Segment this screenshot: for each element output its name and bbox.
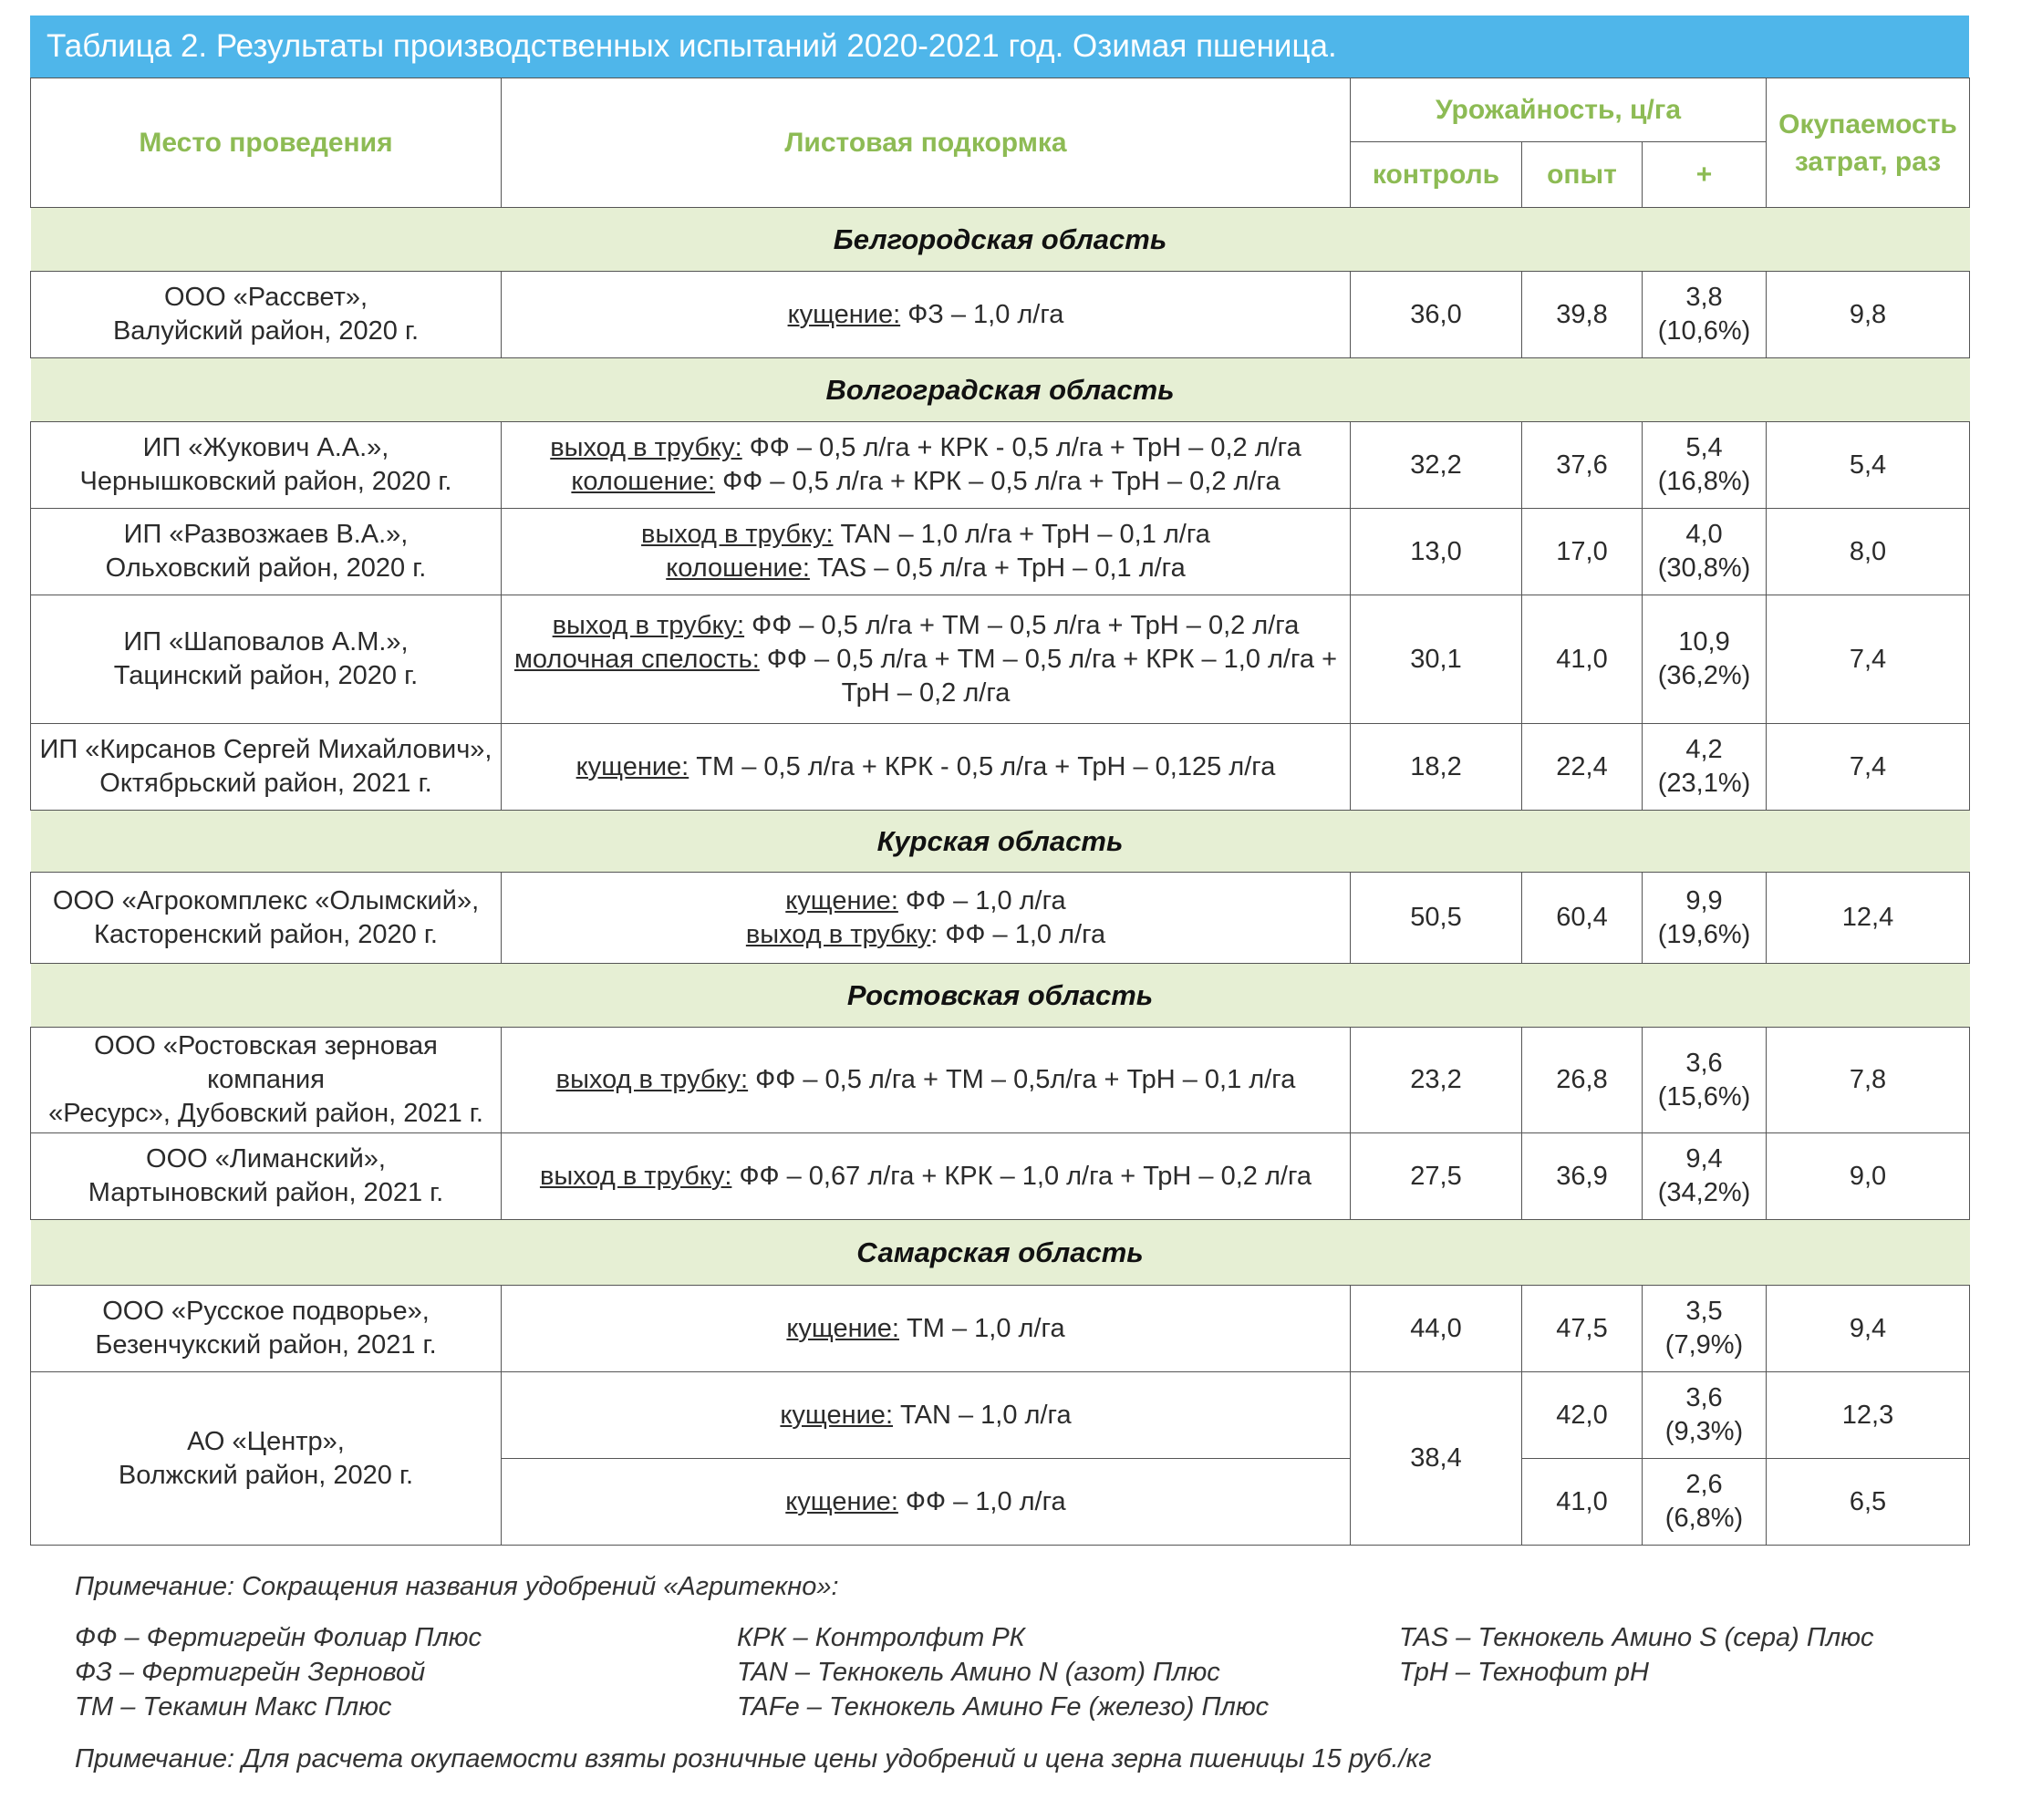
region-belgorod: Белгородская область <box>31 208 1970 272</box>
experiment-cell: 26,8 <box>1522 1028 1643 1133</box>
region-rostov: Ростовская область <box>31 964 1970 1028</box>
abbreviation-item: ФФ – Фертигрейн Фолиар Плюс <box>75 1623 482 1652</box>
header-control: контроль <box>1351 142 1522 208</box>
payback-cell: 12,4 <box>1767 873 1970 964</box>
place-cell: ИП «Кирсанов Сергей Михайлович», Октябрьский район, 2021 г. <box>31 724 502 811</box>
header-payback-line2: затрат, раз <box>1794 146 1942 177</box>
feeding-cell: выход в трубку: ФФ – 0,5 л/га + ТМ – 0,5 л/га + ТрН – 0,2 л/га молочная спелость: ФФ – 0,5 л/га + ТМ – 0,5 л/га + КРК – 1,0 л/га + ТрН – 0,2 л/га <box>502 595 1351 724</box>
table-title: Таблица 2. Результаты производственных испытаний 2020-2021 год. Озимая пшеница. <box>30 16 1969 78</box>
abbreviation-item: ТрН – Технофит рН <box>1399 1658 1649 1687</box>
payback-cell: 9,4 <box>1767 1286 1970 1372</box>
experiment-cell: 42,0 <box>1522 1372 1643 1459</box>
table-row <box>31 272 1970 358</box>
plus-cell: 3,5 (7,9%) <box>1643 1286 1767 1372</box>
plus-cell: 3,8 (10,6%) <box>1643 272 1767 358</box>
experiment-cell: 17,0 <box>1522 509 1643 595</box>
plus-cell: 9,9 (19,6%) <box>1643 873 1767 964</box>
abbreviation-item: TAN – Текнокель Амино N (азот) Плюс <box>737 1658 1220 1687</box>
feeding-cell: выход в трубку: TAN – 1,0 л/га + ТрН – 0,1 л/га колошение: TAS – 0,5 л/га + ТрН – 0,1 л/га <box>502 509 1351 595</box>
feeding-cell: кущение: ФФ – 1,0 л/га выход в трубку: ФФ – 1,0 л/га <box>502 873 1351 964</box>
place-cell: ИП «Жукович А.А.», Чернышковский район, 2020 г. <box>31 422 502 509</box>
header-place: Место проведения <box>31 78 502 208</box>
payback-cell: 7,4 <box>1767 595 1970 724</box>
control-cell: 44,0 <box>1351 1286 1522 1372</box>
payback-cell: 9,0 <box>1767 1133 1970 1220</box>
control-cell: 13,0 <box>1351 509 1522 595</box>
plus-cell: 5,4 (16,8%) <box>1643 422 1767 509</box>
place-cell: ООО «Рассвет», Валуйский район, 2020 г. <box>31 272 502 358</box>
control-cell: 50,5 <box>1351 873 1522 964</box>
feeding-cell: кущение: ФЗ – 1,0 л/га <box>502 272 1351 358</box>
place-cell: АО «Центр», Волжский район, 2020 г. <box>31 1372 502 1546</box>
feeding-cell: выход в трубку: ФФ – 0,5 л/га + ТМ – 0,5л/га + ТрН – 0,1 л/га <box>502 1028 1351 1133</box>
place-cell: ООО «Русское подворье», Безенчукский район, 2021 г. <box>31 1286 502 1372</box>
control-cell: 23,2 <box>1351 1028 1522 1133</box>
region-volgograd: Волгоградская область <box>31 358 1970 422</box>
abbreviation-item: ФЗ – Фертигрейн Зерновой <box>75 1658 426 1687</box>
results-table <box>30 78 1970 1546</box>
place-cell: ООО «Лиманский», Мартыновский район, 2021 г. <box>31 1133 502 1220</box>
plus-cell: 10,9 (36,2%) <box>1643 595 1767 724</box>
payback-note: Примечание: Для расчета окупаемости взяты розничные цены удобрений и цена зерна пшеницы 15 руб./кг <box>75 1744 1432 1773</box>
experiment-cell: 22,4 <box>1522 724 1643 811</box>
table-row <box>31 422 1970 509</box>
header-feeding: Листовая подкормка <box>502 78 1351 208</box>
experiment-cell: 60,4 <box>1522 873 1643 964</box>
region-samara: Самарская область <box>31 1220 1970 1286</box>
control-cell: 36,0 <box>1351 272 1522 358</box>
abbreviation-item: КРК – Контролфит РК <box>737 1623 1025 1652</box>
payback-cell: 8,0 <box>1767 509 1970 595</box>
abbreviation-item: TAFe – Текнокель Амино Fe (железо) Плюс <box>737 1692 1270 1722</box>
plus-cell: 3,6 (9,3%) <box>1643 1372 1767 1459</box>
feeding-cell: кущение: ТМ – 1,0 л/га <box>502 1286 1351 1372</box>
abbreviations-list <box>75 1620 1954 1724</box>
payback-cell: 6,5 <box>1767 1459 1970 1546</box>
plus-cell: 4,0 (30,8%) <box>1643 509 1767 595</box>
table-row <box>31 509 1970 595</box>
table-row <box>31 1133 1970 1220</box>
control-cell: 30,1 <box>1351 595 1522 724</box>
header-yield: Урожайность, ц/га <box>1351 78 1767 142</box>
plus-cell: 4,2 (23,1%) <box>1643 724 1767 811</box>
header-payback <box>1767 78 1970 208</box>
header-experiment: опыт <box>1522 142 1643 208</box>
abbreviations-note-title: Примечание: Сокращения названия удобрений «Агритекно»: <box>75 1572 839 1601</box>
payback-cell: 12,3 <box>1767 1372 1970 1459</box>
abbreviation-item: TAS – Текнокель Амино S (сера) Плюс <box>1399 1623 1874 1652</box>
abbreviation-item: ТМ – Текамин Макс Плюс <box>75 1692 392 1722</box>
header-plus: + <box>1643 142 1767 208</box>
feeding-cell: кущение: ФФ – 1,0 л/га <box>502 1459 1351 1546</box>
feeding-cell: выход в трубку: ФФ – 0,67 л/га + КРК – 1,0 л/га + ТрН – 0,2 л/га <box>502 1133 1351 1220</box>
header-payback-line1: Окупаемость <box>1778 109 1957 140</box>
payback-cell: 7,4 <box>1767 724 1970 811</box>
place-cell: ООО «Агрокомплекс «Олымский», Касторенский район, 2020 г. <box>31 873 502 964</box>
experiment-cell: 47,5 <box>1522 1286 1643 1372</box>
control-cell: 18,2 <box>1351 724 1522 811</box>
experiment-cell: 41,0 <box>1522 1459 1643 1546</box>
control-cell: 38,4 <box>1351 1372 1522 1546</box>
table-row <box>31 1286 1970 1372</box>
plus-cell: 9,4 (34,2%) <box>1643 1133 1767 1220</box>
control-cell: 32,2 <box>1351 422 1522 509</box>
region-kursk: Курская область <box>31 811 1970 873</box>
table-row <box>31 1028 1970 1133</box>
experiment-cell: 37,6 <box>1522 422 1643 509</box>
table-row <box>31 595 1970 724</box>
feeding-cell: кущение: TAN – 1,0 л/га <box>502 1372 1351 1459</box>
place-cell: ООО «Ростовская зерновая компания «Ресурс», Дубовский район, 2021 г. <box>31 1028 502 1133</box>
feeding-cell: выход в трубку: ФФ – 0,5 л/га + КРК - 0,5 л/га + ТрН – 0,2 л/га колошение: ФФ – 0,5 л/га + КРК – 0,5 л/га + ТрН – 0,2 л/га <box>502 422 1351 509</box>
experiment-cell: 41,0 <box>1522 595 1643 724</box>
place-cell: ИП «Шаповалов А.М.», Тацинский район, 2020 г. <box>31 595 502 724</box>
place-cell: ИП «Развозжаев В.А.», Ольховский район, 2020 г. <box>31 509 502 595</box>
payback-cell: 7,8 <box>1767 1028 1970 1133</box>
payback-cell: 9,8 <box>1767 272 1970 358</box>
table-row <box>31 1372 1970 1459</box>
experiment-cell: 36,9 <box>1522 1133 1643 1220</box>
control-cell: 27,5 <box>1351 1133 1522 1220</box>
plus-cell: 2,6 (6,8%) <box>1643 1459 1767 1546</box>
experiment-cell: 39,8 <box>1522 272 1643 358</box>
table-row <box>31 724 1970 811</box>
payback-cell: 5,4 <box>1767 422 1970 509</box>
feeding-cell: кущение: ТМ – 0,5 л/га + КРК - 0,5 л/га + ТрН – 0,125 л/га <box>502 724 1351 811</box>
notes-section <box>75 1572 1954 1801</box>
plus-cell: 3,6 (15,6%) <box>1643 1028 1767 1133</box>
table-row <box>31 873 1970 964</box>
